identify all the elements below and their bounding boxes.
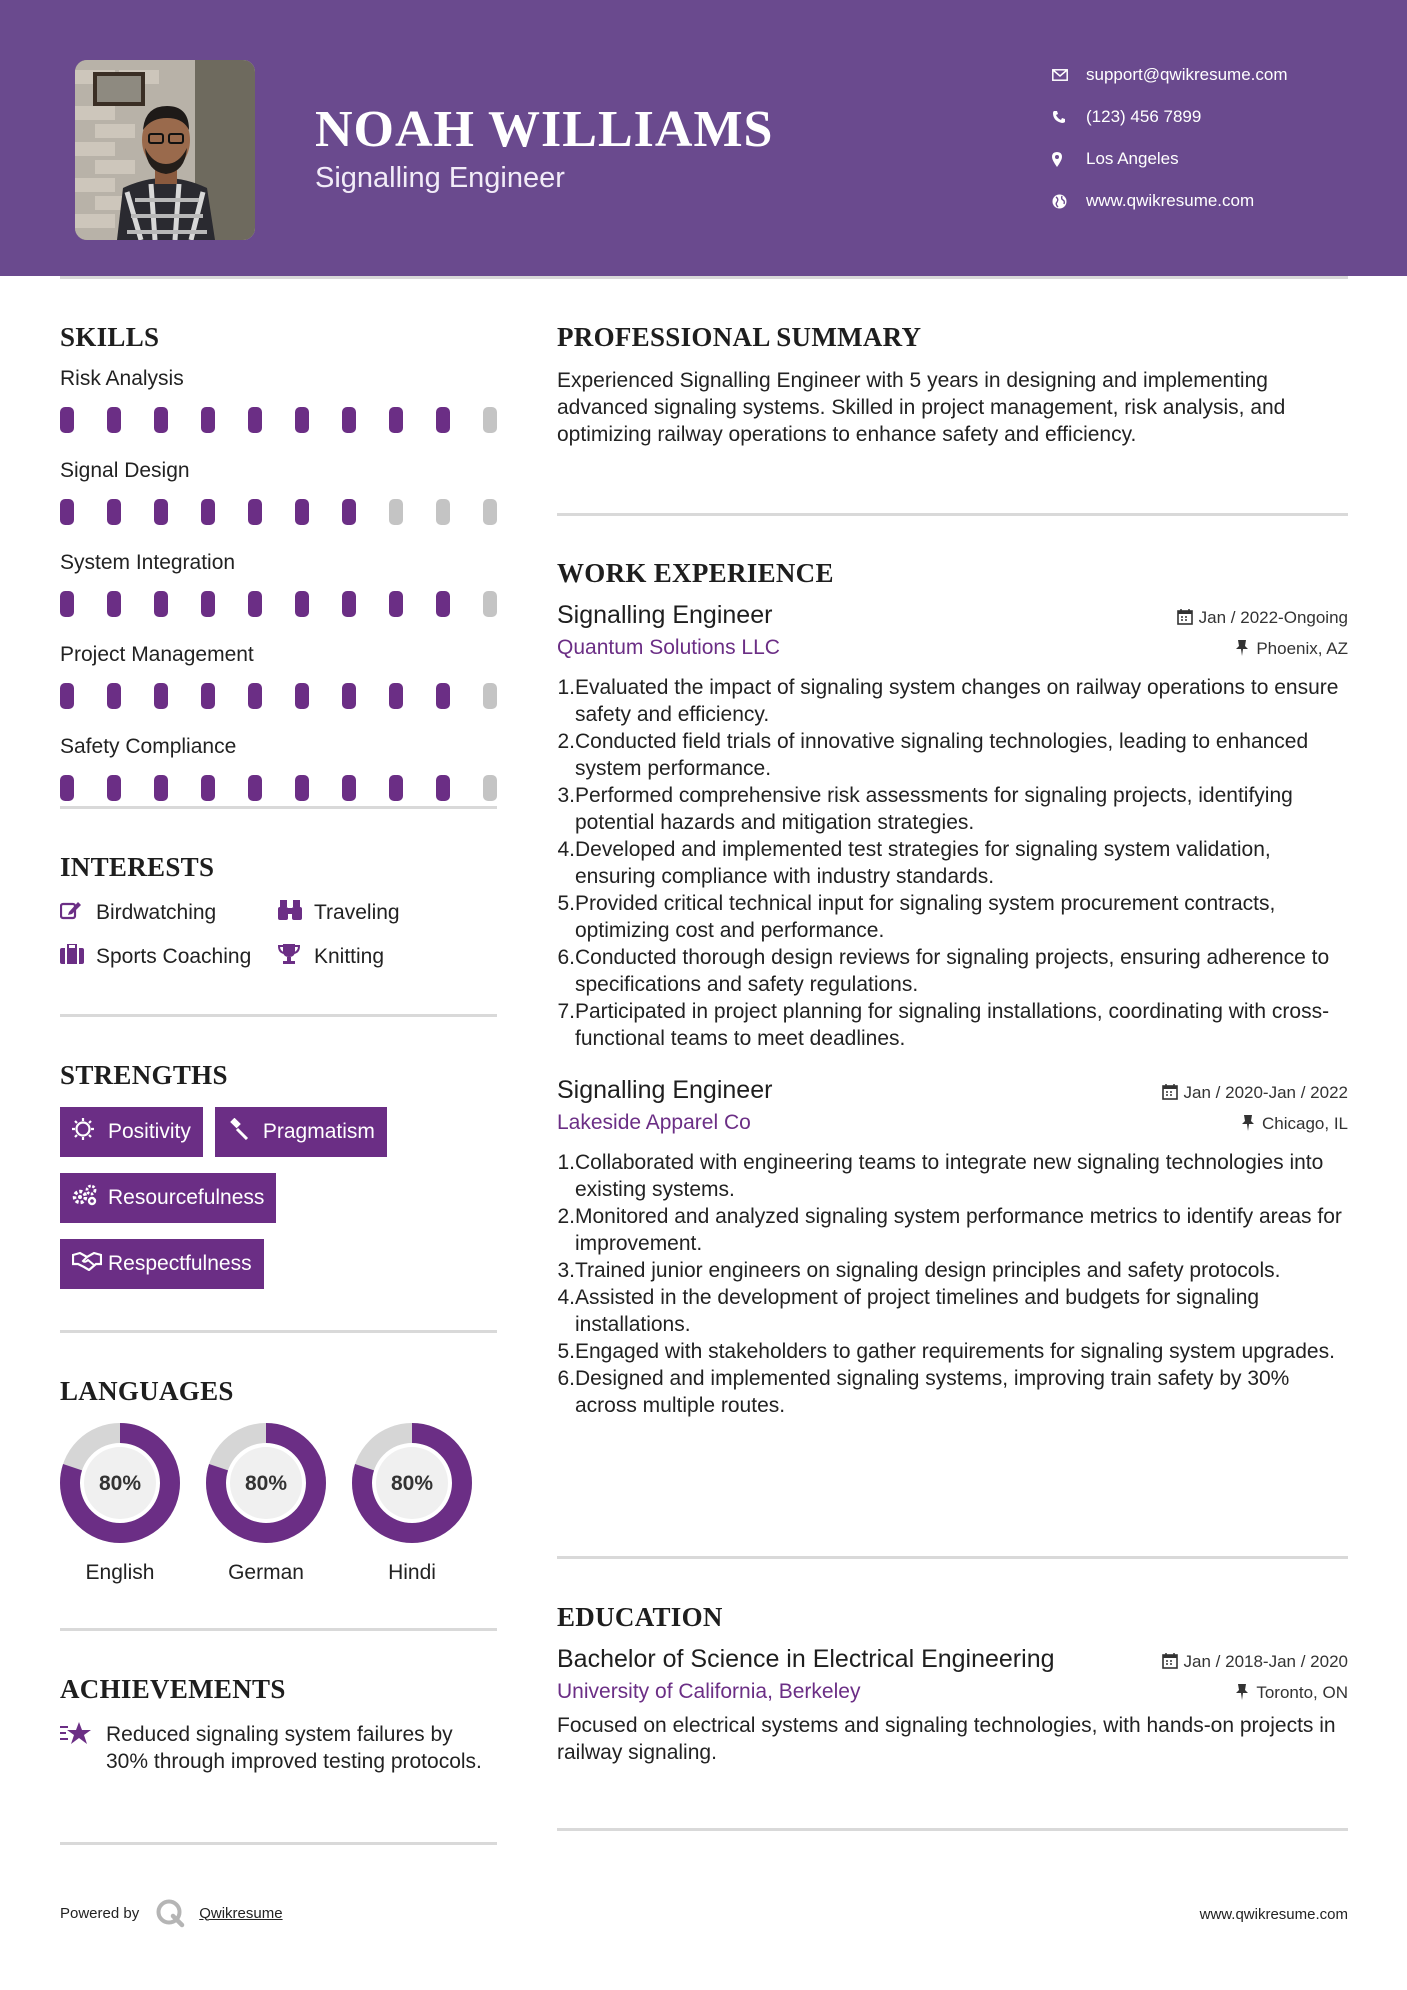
skill-rating [60, 683, 497, 711]
calendar-icon [1162, 1652, 1184, 1671]
achievements-section [60, 1674, 497, 1775]
skill-name: Safety Compliance [60, 735, 237, 758]
job-company: Lakeside Apparel Co [557, 1111, 751, 1134]
strengths-title: STRENGTHS [60, 1060, 228, 1090]
job-date-text: Jan / 2020-Jan / 2022 [1183, 1083, 1348, 1102]
skill-pill-filled [107, 499, 121, 525]
strength-badge [60, 1173, 276, 1223]
skill-pill-filled [248, 775, 262, 801]
skill-pill-filled [154, 591, 168, 617]
job-header [557, 1076, 1348, 1105]
skill-pill-filled [248, 499, 262, 525]
job-bullet: 2. Conducted field trials of innovative signaling technologies, leading to enhanced system performance. [557, 730, 1309, 780]
job-entry [557, 601, 1348, 1052]
language-progress-ring [60, 1423, 180, 1543]
section-divider [557, 1556, 1348, 1559]
profile-photo-image [75, 60, 255, 240]
strength-badge [60, 1239, 264, 1289]
globe-icon [1052, 194, 1086, 209]
job-bullet: 2. Monitored and analyzed signaling system performance metrics to identify areas for improvement. [557, 1205, 1342, 1255]
achievements-title: ACHIEVEMENTS [60, 1674, 286, 1704]
skill-pill-filled [154, 683, 168, 709]
sun-icon [72, 1118, 108, 1146]
experience-section [557, 558, 1348, 1419]
section-divider [60, 1842, 497, 1845]
calendar-icon [1162, 1083, 1184, 1102]
interest-item [278, 899, 478, 927]
education-degree: Bachelor of Science in Electrical Engineering [557, 1645, 1055, 1673]
strength-label: Positivity [108, 1120, 191, 1143]
skill-pill-filled [60, 683, 74, 709]
job-bullets [557, 674, 1348, 1052]
skill-pill-filled [295, 775, 309, 801]
interest-item [60, 899, 278, 927]
skill-pill-empty [389, 499, 403, 525]
skill-pill-filled [60, 499, 74, 525]
job-date-text: Jan / 2022-Ongoing [1198, 608, 1348, 627]
strengths-list [60, 1107, 497, 1305]
section-divider [60, 806, 497, 809]
skill-pill-filled [201, 499, 215, 525]
skill-pill-filled [295, 683, 309, 709]
language-percent: 80% [390, 1472, 434, 1495]
powered-by-label: Powered by [60, 1904, 140, 1922]
achievement-text: Reduced signaling system failures by 30% through improved testing protocols. [106, 1723, 482, 1773]
skill-pill-filled [342, 407, 356, 433]
skill-pill-filled [60, 407, 74, 433]
job-title: Signalling Engineer [557, 601, 773, 629]
skill-pill-filled [154, 407, 168, 433]
skill-rating [60, 407, 497, 435]
skill-pill-filled [436, 591, 450, 617]
skills-section [60, 322, 497, 827]
job-bullet: 5. Provided critical technical input for signaling system procurement contracts, optimizing cost and performance. [557, 892, 1276, 942]
qwikresume-link[interactable]: Qwikresume [199, 1904, 283, 1922]
language-percent: 80% [98, 1472, 142, 1495]
skill-pill-filled [389, 407, 403, 433]
job-header [557, 601, 1348, 630]
education-header [557, 1645, 1348, 1674]
strength-label: Respectfulness [108, 1252, 252, 1275]
skill-pill-filled [107, 407, 121, 433]
contact-list [1052, 54, 1382, 222]
profile-photo [75, 60, 255, 240]
job-location [1236, 639, 1348, 659]
job-subheader [557, 636, 1348, 660]
trophy-icon [278, 943, 314, 971]
job-date [1162, 1083, 1348, 1103]
education-description: Focused on electrical systems and signaling technologies, with hands-on projects in railway signaling. [557, 1714, 1336, 1764]
education-section [557, 1602, 1348, 1766]
job-bullet: 4. Assisted in the development of project timelines and budgets for signaling installations. [557, 1286, 1260, 1336]
language-item [206, 1423, 326, 1585]
job-title: Signalling Engineer [557, 1076, 773, 1104]
education-school: University of California, Berkeley [557, 1680, 861, 1703]
briefcase-icon [60, 944, 96, 970]
contact-website[interactable] [1052, 180, 1382, 222]
skill-name: System Integration [60, 551, 236, 574]
section-divider [60, 1628, 497, 1631]
candidate-title: Signalling Engineer [315, 162, 565, 194]
languages-list [60, 1423, 497, 1585]
summary-text: Experienced Signalling Engineer with 5 years in designing and implementing advanced signaling systems. Skilled in project management, risk analysis, and optimizing railway operations to enhance safety and efficiency. [557, 369, 1286, 446]
skill-pill-filled [342, 683, 356, 709]
map-marker-icon [1052, 152, 1086, 167]
skill-pill-filled [436, 775, 450, 801]
language-percent: 80% [244, 1472, 288, 1495]
skill-pill-filled [342, 775, 356, 801]
job-bullet: 3. Trained junior engineers on signaling design principles and safety protocols. [557, 1259, 1281, 1282]
job-date [1177, 608, 1348, 628]
skill-pill-filled [60, 775, 74, 801]
language-name: Hindi [388, 1561, 436, 1584]
skill-item [60, 643, 497, 711]
language-name: German [228, 1561, 304, 1584]
job-bullet: 4. Developed and implemented test strategies for signaling system validation, ensuring compliance with industry standards. [557, 838, 1271, 888]
strengths-section [60, 1060, 497, 1305]
language-item [60, 1423, 180, 1585]
skill-item [60, 367, 497, 435]
skill-pill-filled [201, 775, 215, 801]
skill-pill-filled [389, 775, 403, 801]
languages-section [60, 1376, 497, 1585]
section-divider [60, 1330, 497, 1333]
skills-title: SKILLS [60, 322, 160, 352]
contact-phone[interactable] [1052, 96, 1382, 138]
achievement-item [60, 1721, 497, 1775]
contact-location-text: Los Angeles [1086, 149, 1179, 168]
job-entry [557, 1076, 1348, 1419]
skill-pill-filled [201, 683, 215, 709]
job-bullet: 6. Conducted thorough design reviews for signaling projects, ensuring adherence to specifications and safety regulations. [557, 946, 1330, 996]
job-location-text: Chicago, IL [1262, 1114, 1348, 1133]
education-entry [557, 1645, 1348, 1766]
contact-website-text: www.qwikresume.com [1086, 191, 1255, 210]
qwikresume-logo-icon [155, 1898, 185, 1928]
strength-badge [215, 1107, 387, 1157]
skill-pill-filled [107, 775, 121, 801]
section-divider [60, 1014, 497, 1017]
skill-pill-empty [483, 591, 497, 617]
resume-header [0, 0, 1407, 276]
job-subheader [557, 1111, 1348, 1135]
footer-url[interactable]: www.qwikresume.com [1199, 1906, 1348, 1923]
skill-pill-filled [389, 683, 403, 709]
strength-badge [60, 1107, 203, 1157]
skill-pill-filled [201, 591, 215, 617]
language-item [352, 1423, 472, 1585]
candidate-name: NOAH WILLIAMS [315, 101, 774, 158]
skill-rating [60, 499, 497, 527]
skills-list [60, 367, 497, 803]
skill-item [60, 735, 497, 803]
job-location [1242, 1114, 1348, 1134]
skill-pill-filled [248, 591, 262, 617]
summary-section [557, 322, 1348, 448]
skill-pill-filled [154, 775, 168, 801]
footer-powered-by [60, 1898, 283, 1928]
contact-email[interactable] [1052, 54, 1382, 96]
skill-name: Risk Analysis [60, 367, 184, 390]
skill-pill-filled [248, 407, 262, 433]
section-divider [557, 513, 1348, 516]
skill-pill-empty [436, 499, 450, 525]
calendar-icon [1177, 608, 1199, 627]
skill-pill-filled [436, 407, 450, 433]
cogs-icon [72, 1184, 108, 1212]
skill-pill-filled [342, 591, 356, 617]
interests-title: INTERESTS [60, 852, 215, 882]
education-location [1236, 1683, 1348, 1703]
section-divider [557, 1828, 1348, 1831]
job-location-text: Phoenix, AZ [1256, 639, 1348, 658]
education-date-text: Jan / 2018-Jan / 2020 [1183, 1652, 1348, 1671]
skill-name: Signal Design [60, 459, 190, 482]
skill-pill-empty [483, 683, 497, 709]
skill-item [60, 551, 497, 619]
handshake-icon [72, 1251, 108, 1277]
job-bullet: 6. Designed and implemented signaling systems, improving train safety by 30% across multiple routes. [557, 1367, 1290, 1417]
strength-label: Pragmatism [262, 1120, 375, 1143]
interests-section [60, 852, 497, 971]
experience-title: WORK EXPERIENCE [557, 558, 834, 588]
skill-pill-filled [107, 591, 121, 617]
skill-rating [60, 591, 497, 619]
interests-list [60, 899, 497, 971]
skill-pill-filled [436, 683, 450, 709]
skill-pill-filled [389, 591, 403, 617]
contact-phone-text: (123) 456 7899 [1086, 107, 1202, 126]
strength-label: Resourcefulness [108, 1186, 265, 1209]
skill-pill-empty [483, 407, 497, 433]
skill-name: Project Management [60, 643, 254, 666]
contact-email-text: support@qwikresume.com [1086, 65, 1288, 84]
interest-label: Sports Coaching [96, 945, 252, 968]
skill-rating [60, 775, 497, 803]
contact-location [1052, 138, 1382, 180]
skill-pill-filled [107, 683, 121, 709]
pushpin-icon [1236, 639, 1256, 658]
pencil-square-icon [60, 900, 96, 926]
interest-item [278, 943, 478, 971]
job-company: Quantum Solutions LLC [557, 636, 780, 659]
education-location-text: Toronto, ON [1256, 1683, 1348, 1702]
envelope-icon [1052, 69, 1086, 81]
skill-pill-filled [295, 591, 309, 617]
binoculars-icon [278, 899, 314, 927]
job-bullets [557, 1149, 1348, 1419]
language-name: English [85, 1561, 155, 1584]
education-subheader [557, 1680, 1348, 1704]
job-bullet: 1. Collaborated with engineering teams to integrate new signaling technologies into existing systems. [557, 1151, 1324, 1201]
star-icon [60, 1721, 106, 1775]
skill-pill-filled [60, 591, 74, 617]
skill-pill-filled [154, 499, 168, 525]
languages-title: LANGUAGES [60, 1376, 234, 1406]
gavel-icon [227, 1118, 263, 1146]
skill-pill-filled [342, 499, 356, 525]
skill-pill-filled [295, 407, 309, 433]
interest-label: Birdwatching [96, 901, 217, 924]
job-bullet: 7. Participated in project planning for signaling installations, coordinating with cross-functional teams to meet deadlines. [557, 1000, 1330, 1050]
education-title: EDUCATION [557, 1602, 723, 1632]
skill-pill-empty [483, 499, 497, 525]
job-bullet: 3. Performed comprehensive risk assessments for signaling projects, identifying potential hazards and mitigation strategies. [557, 784, 1293, 834]
summary-title: PROFESSIONAL SUMMARY [557, 322, 922, 352]
skill-pill-filled [295, 499, 309, 525]
skill-pill-filled [248, 683, 262, 709]
skill-pill-filled [201, 407, 215, 433]
phone-icon [1052, 110, 1086, 124]
language-progress-ring [206, 1423, 326, 1543]
job-bullet: 5. Engaged with stakeholders to gather requirements for signaling system upgrades. [557, 1340, 1335, 1363]
skill-item [60, 459, 497, 527]
pushpin-icon [1236, 1683, 1256, 1702]
skill-pill-empty [483, 775, 497, 801]
interest-item [60, 943, 278, 971]
language-progress-ring [352, 1423, 472, 1543]
interest-label: Knitting [314, 945, 385, 968]
education-date [1162, 1652, 1348, 1672]
pushpin-icon [1242, 1114, 1262, 1133]
job-bullet: 1. Evaluated the impact of signaling system changes on railway operations to ensure safety and efficiency. [557, 676, 1339, 726]
interest-label: Traveling [314, 901, 400, 924]
header-divider [60, 276, 1348, 279]
